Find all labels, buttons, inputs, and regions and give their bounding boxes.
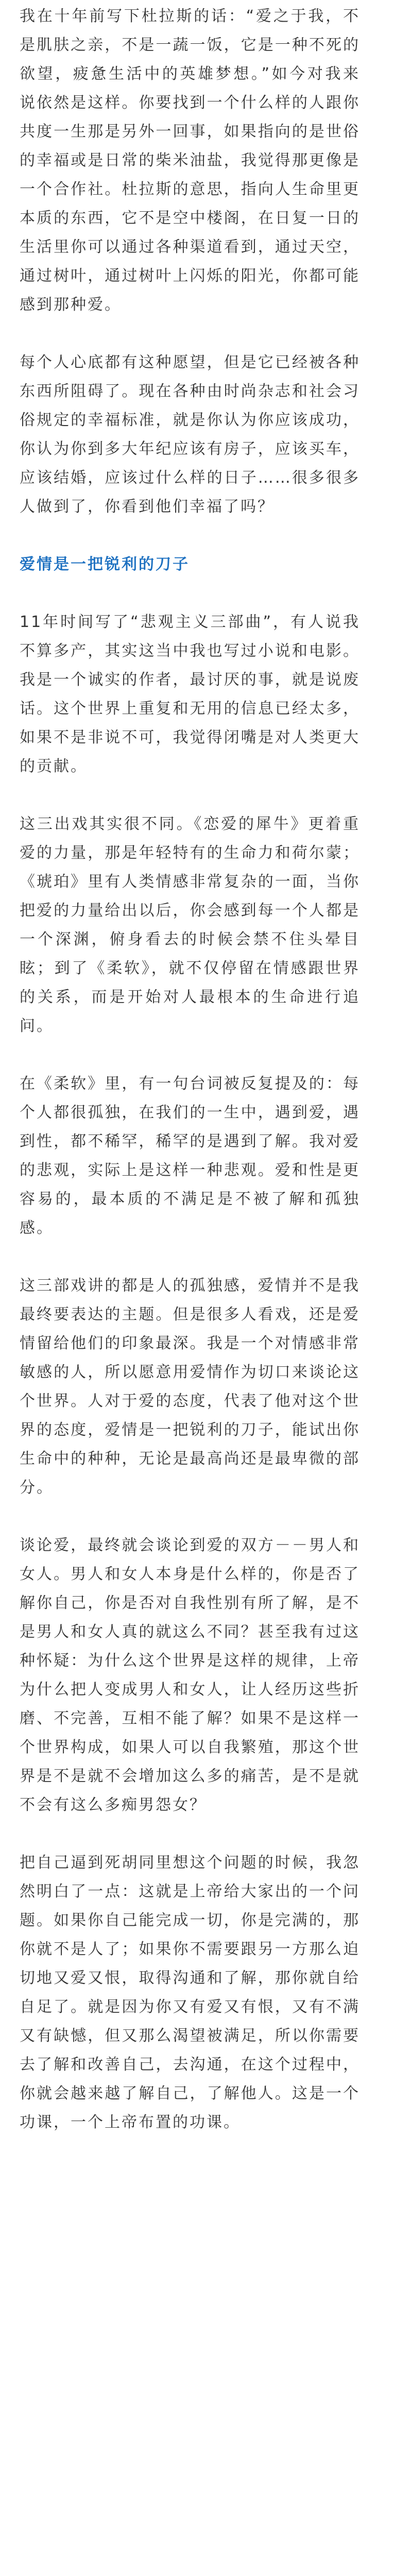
paragraph-gap bbox=[20, 1820, 360, 1849]
paragraph-gap bbox=[20, 521, 360, 550]
paragraph-body-6: 把自己逼到死胡同里想这个问题的时候，我忽然明白了一点：这就是上帝给大家出的一个问题。如果你自己能完成一切，你是完满的，那你就不是人了；如果你不需要跟另一方那么迫切地又爱又恨，取得沟通和了解，那你就自给自足了。就是因为你又有爱又有恨，又有不满又有缺憾，但又那么渴望被满足，所以你需要去了解和改善自己，去沟通，在这个过程中，你就会越来越了解自己，了解他人。这是一个功课，一个上帝布置的功课。 bbox=[20, 1854, 360, 2131]
paragraph-gap bbox=[20, 579, 360, 608]
paragraph-body-2: 这三出戏其实很不同。《恋爱的犀牛》更着重爱的力量，那是年轻特有的生命力和荷尔蒙；《琥珀》里有人类情感非常复杂的一面，当你把爱的力量给出以后，你会感到每一个人都是一个深渊，俯身看去的时候会禁不住头晕目眩；到了《柔软》，就不仅停留在情感跟世界的关系，而是开始对人最根本的生命进行追问。 bbox=[20, 815, 360, 1035]
paragraph-gap bbox=[20, 319, 360, 348]
paragraph-body-1: 11年时间写了“悲观主义三部曲”，有人说我不算多产，其实这当中我也写过小说和电影。我是一个诚实的作者，最讨厌的事，就是说废话。这个世界上重复和无用的信息已经太多，如果不是非说不可，我觉得闭嘴是对人类更大的贡献。 bbox=[20, 613, 360, 775]
paragraph-body-5: 谈论爱，最终就会谈论到爱的双方－－男人和女人。男人和女人本身是什么样的，你是否了解你自己，你是否对自我性别有所了解，是不是男人和女人真的就这么不同？甚至我有过这种怀疑：为什么这个世界是这样的规律，上帝为什么把人变成男人和女人，让人经历这些折磨、不完善，互相不能了解？如果不是这样一个世界构成，如果人可以自我繁殖，那这个世界是不是就不会增加这么多的痛苦，是不是就不会有这么多痴男怨女？ bbox=[20, 1536, 360, 1814]
paragraph-gap bbox=[20, 1502, 360, 1531]
paragraph-gap bbox=[20, 1243, 360, 1272]
paragraph-gap bbox=[20, 781, 360, 810]
paragraph-body-4: 这三部戏讲的都是人的孤独感，爱情并不是我最终要表达的主题。但是很多人看戏，还是爱情留给他们的印象最深。我是一个对情感非常敏感的人，所以愿意用爱情作为切口来谈论这个世界。人对于爱的态度，代表了他对这个世界的态度，爱情是一把锐利的刀子，能试出你生命中的种种，无论是最高尚还是最卑微的部分。 bbox=[20, 1277, 360, 1497]
section-heading: 爱情是一把锐利的刀子 bbox=[20, 555, 190, 573]
paragraph-body-3: 在《柔软》里，有一句台词被反复提及的：每个人都很孤独，在我们的一生中，遇到爱，遇到性，都不稀罕，稀罕的是遇到了解。我对爱的悲观，实际上是这样一种悲观。爱和性是更容易的，最本质的不满足是不被了解和孤独感。 bbox=[20, 1075, 360, 1237]
paragraph-intro-1: 我在十年前写下杜拉斯的话：“爱之于我，不是肌肤之亲，不是一蔬一饭，它是一种不死的欲望，疲惫生活中的英雄梦想。”如今对我来说依然是这样。你要找到一个什么样的人跟你共度一生那是另外一回事，如果指向的是世俗的幸福或是日常的柴米油盐，我觉得那更像是一个合作社。杜拉斯的意思，指向人生命里更本质的东西，它不是空中楼阁，在日复一日的生活里你可以通过各种渠道看到，通过天空，通过树叶，通过树叶上闪烁的阳光，你都可能感到那种爱。 bbox=[20, 7, 360, 314]
paragraph-gap bbox=[20, 1041, 360, 1070]
paragraph-intro-2: 每个人心底都有这种愿望，但是它已经被各种东西所阻碍了。现在各种由时尚杂志和社会习俗规定的幸福标准，就是你认为你应该成功，你认为你到多大年纪应该有房子，应该买车，应该结婚，应该过什么样的日子……很多很多人做到了，你看到他们幸福了吗？ bbox=[20, 353, 360, 516]
